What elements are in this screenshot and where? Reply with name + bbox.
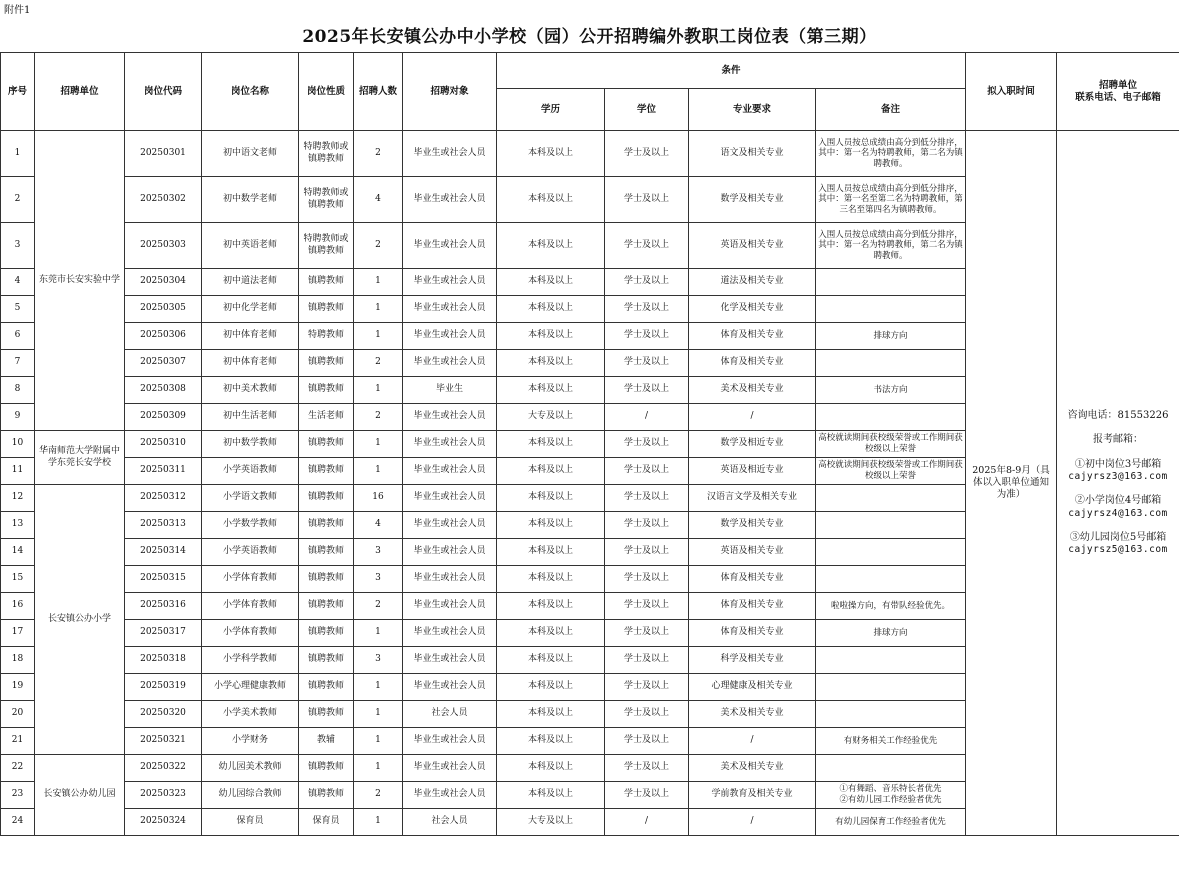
- row-remark: 入围人员按总成绩由高分到低分排序，其中：第一名至第二名为特聘教师，第三名至第四名为镇聘教师。: [816, 177, 966, 223]
- row-degree: 学士及以上: [605, 269, 689, 296]
- row-nature: 镇聘教师: [299, 377, 354, 404]
- row-degree: 学士及以上: [605, 755, 689, 782]
- table-row: [1, 131, 1179, 177]
- row-seq: 10: [1, 431, 35, 458]
- row-code: 20250320: [125, 701, 202, 728]
- header-nature: 岗位性质: [299, 53, 354, 131]
- row-count: 1: [354, 728, 403, 755]
- row-degree: 学士及以上: [605, 566, 689, 593]
- header-name: 岗位名称: [202, 53, 299, 131]
- table-body: [1, 131, 1179, 836]
- email-3-label: ③幼儿园岗位5号邮箱: [1069, 531, 1167, 543]
- row-major: 体育及相关专业: [689, 593, 816, 620]
- row-seq: 21: [1, 728, 35, 755]
- row-education: 本科及以上: [497, 431, 605, 458]
- row-code: 20250309: [125, 404, 202, 431]
- row-position-name: 小学财务: [202, 728, 299, 755]
- row-target: 毕业生或社会人员: [403, 566, 497, 593]
- row-nature: 镇聘教师: [299, 458, 354, 485]
- row-degree: /: [605, 404, 689, 431]
- row-degree: 学士及以上: [605, 131, 689, 177]
- row-education: 本科及以上: [497, 755, 605, 782]
- row-nature: 镇聘教师: [299, 350, 354, 377]
- row-code: 20250318: [125, 647, 202, 674]
- row-education: 本科及以上: [497, 377, 605, 404]
- row-target: 社会人员: [403, 809, 497, 836]
- row-major: 汉语言文学及相关专业: [689, 485, 816, 512]
- row-seq: 18: [1, 647, 35, 674]
- row-nature: 镇聘教师: [299, 512, 354, 539]
- row-degree: 学士及以上: [605, 674, 689, 701]
- row-remark: [816, 296, 966, 323]
- row-seq: 15: [1, 566, 35, 593]
- email-1-label: ①初中岗位3号邮箱: [1074, 458, 1162, 470]
- row-major: 体育及相关专业: [689, 620, 816, 647]
- row-code: 20250312: [125, 485, 202, 512]
- row-count: 4: [354, 177, 403, 223]
- row-code: 20250322: [125, 755, 202, 782]
- row-position-name: 初中数学老师: [202, 177, 299, 223]
- row-major: 英语及相关专业: [689, 539, 816, 566]
- header-major: 专业要求: [689, 89, 816, 131]
- row-nature: 特聘教师或镇聘教师: [299, 223, 354, 269]
- row-position-name: 小学美术教师: [202, 701, 299, 728]
- header-edu: 学历: [497, 89, 605, 131]
- attachment-label: 附件1: [4, 5, 31, 16]
- email-1[interactable]: cajyrsz3@163.com: [1068, 471, 1168, 483]
- row-count: 2: [354, 782, 403, 809]
- recruit-unit: 东莞市长安实验中学: [35, 131, 125, 431]
- row-count: 1: [354, 701, 403, 728]
- row-target: 毕业生或社会人员: [403, 458, 497, 485]
- row-position-name: 初中语文老师: [202, 131, 299, 177]
- row-remark: 入围人员按总成绩由高分到低分排序，其中：第一名为特聘教师，第二名为镇聘教师。: [816, 223, 966, 269]
- row-nature: 镇聘教师: [299, 539, 354, 566]
- row-target: 毕业生或社会人员: [403, 269, 497, 296]
- row-degree: 学士及以上: [605, 223, 689, 269]
- row-count: 4: [354, 512, 403, 539]
- header-contact-line1: 招聘单位: [1099, 79, 1138, 91]
- row-count: 3: [354, 539, 403, 566]
- row-education: 本科及以上: [497, 177, 605, 223]
- row-target: 毕业生或社会人员: [403, 674, 497, 701]
- row-seq: 1: [1, 131, 35, 177]
- recruitment-table: [0, 52, 1179, 836]
- row-nature: 镇聘教师: [299, 566, 354, 593]
- row-major: 英语及相近专业: [689, 458, 816, 485]
- row-count: 16: [354, 485, 403, 512]
- row-major: 数学及相关专业: [689, 177, 816, 223]
- row-code: 20250307: [125, 350, 202, 377]
- header-remark: 备注: [816, 89, 966, 131]
- row-count: 1: [354, 458, 403, 485]
- entry-time: 2025年8-9月（具体以入职单位通知为准）: [966, 131, 1057, 836]
- row-position-name: 初中美术教师: [202, 377, 299, 404]
- row-degree: 学士及以上: [605, 728, 689, 755]
- row-position-name: 幼儿园综合教师: [202, 782, 299, 809]
- row-position-name: 小学心理健康教师: [202, 674, 299, 701]
- row-remark: [816, 647, 966, 674]
- row-target: 毕业生: [403, 377, 497, 404]
- row-seq: 7: [1, 350, 35, 377]
- row-major: 学前教育及相关专业: [689, 782, 816, 809]
- row-count: 1: [354, 620, 403, 647]
- row-seq: 9: [1, 404, 35, 431]
- row-major: 语文及相关专业: [689, 131, 816, 177]
- row-education: 本科及以上: [497, 485, 605, 512]
- row-nature: 镇聘教师: [299, 296, 354, 323]
- row-nature: 镇聘教师: [299, 782, 354, 809]
- recruit-unit: 长安镇公办小学: [35, 485, 125, 755]
- row-count: 1: [354, 269, 403, 296]
- row-position-name: 小学体育教师: [202, 620, 299, 647]
- row-education: 本科及以上: [497, 593, 605, 620]
- row-major: 体育及相关专业: [689, 566, 816, 593]
- row-degree: 学士及以上: [605, 593, 689, 620]
- header-conditions: 条件: [497, 53, 966, 89]
- row-position-name: 小学语文教师: [202, 485, 299, 512]
- row-seq: 24: [1, 809, 35, 836]
- row-degree: 学士及以上: [605, 431, 689, 458]
- row-major: 体育及相关专业: [689, 323, 816, 350]
- row-degree: 学士及以上: [605, 377, 689, 404]
- row-position-name: 初中化学老师: [202, 296, 299, 323]
- row-remark: 高校就读期间获校级荣誉或工作期间获校级以上荣誉: [816, 431, 966, 458]
- row-nature: 生活老师: [299, 404, 354, 431]
- row-code: 20250321: [125, 728, 202, 755]
- row-major: /: [689, 728, 816, 755]
- row-education: 大专及以上: [497, 404, 605, 431]
- row-degree: 学士及以上: [605, 701, 689, 728]
- row-nature: 教辅: [299, 728, 354, 755]
- row-count: 2: [354, 131, 403, 177]
- row-education: 本科及以上: [497, 566, 605, 593]
- row-education: 本科及以上: [497, 296, 605, 323]
- row-remark: 啦啦操方向，有带队经验优先。: [816, 593, 966, 620]
- header-count: 招聘人数: [354, 53, 403, 131]
- row-count: 2: [354, 350, 403, 377]
- row-position-name: 初中道法老师: [202, 269, 299, 296]
- row-remark: [816, 350, 966, 377]
- row-seq: 6: [1, 323, 35, 350]
- row-nature: 镇聘教师: [299, 485, 354, 512]
- row-code: 20250316: [125, 593, 202, 620]
- email-2[interactable]: cajyrsz4@163.com: [1068, 507, 1168, 519]
- row-degree: 学士及以上: [605, 782, 689, 809]
- remark-line: ①有舞蹈、音乐特长者优先: [839, 784, 942, 795]
- contact-email-label: 报考邮箱：: [1093, 434, 1144, 446]
- row-code: 20250319: [125, 674, 202, 701]
- row-nature: 镇聘教师: [299, 269, 354, 296]
- row-count: 1: [354, 296, 403, 323]
- recruit-unit: 华南师范大学附属中学东莞长安学校: [35, 431, 125, 485]
- row-position-name: 小学科学教师: [202, 647, 299, 674]
- row-education: 本科及以上: [497, 701, 605, 728]
- row-seq: 8: [1, 377, 35, 404]
- row-education: 大专及以上: [497, 809, 605, 836]
- row-target: 毕业生或社会人员: [403, 782, 497, 809]
- row-remark: 有财务相关工作经验优先: [816, 728, 966, 755]
- header-unit: 招聘单位: [35, 53, 125, 131]
- row-seq: 23: [1, 782, 35, 809]
- row-target: 毕业生或社会人员: [403, 485, 497, 512]
- row-remark: 排球方向: [816, 323, 966, 350]
- row-code: 20250301: [125, 131, 202, 177]
- row-education: 本科及以上: [497, 539, 605, 566]
- row-target: 毕业生或社会人员: [403, 323, 497, 350]
- row-nature: 特聘教师或镇聘教师: [299, 131, 354, 177]
- row-nature: 保育员: [299, 809, 354, 836]
- row-target: 毕业生或社会人员: [403, 431, 497, 458]
- row-major: 美术及相关专业: [689, 701, 816, 728]
- row-target: 毕业生或社会人员: [403, 296, 497, 323]
- row-position-name: 初中数学教师: [202, 431, 299, 458]
- row-remark: [816, 269, 966, 296]
- row-count: 1: [354, 809, 403, 836]
- email-2-label: ②小学岗位4号邮箱: [1074, 495, 1162, 507]
- row-nature: 特聘教师或镇聘教师: [299, 177, 354, 223]
- row-remark: 入围人员按总成绩由高分到低分排序，其中：第一名为特聘教师，第二名为镇聘教师。: [816, 131, 966, 177]
- row-count: 1: [354, 431, 403, 458]
- row-code: 20250303: [125, 223, 202, 269]
- row-seq: 16: [1, 593, 35, 620]
- row-remark: [816, 485, 966, 512]
- row-seq: 20: [1, 701, 35, 728]
- row-seq: 11: [1, 458, 35, 485]
- row-degree: 学士及以上: [605, 458, 689, 485]
- row-seq: 19: [1, 674, 35, 701]
- row-target: 毕业生或社会人员: [403, 728, 497, 755]
- row-position-name: 小学数学教师: [202, 512, 299, 539]
- row-degree: 学士及以上: [605, 323, 689, 350]
- row-nature: 特聘教师: [299, 323, 354, 350]
- row-remark: [816, 701, 966, 728]
- row-code: 20250310: [125, 431, 202, 458]
- row-major: 美术及相关专业: [689, 755, 816, 782]
- row-remark: [816, 539, 966, 566]
- row-target: 毕业生或社会人员: [403, 404, 497, 431]
- row-education: 本科及以上: [497, 647, 605, 674]
- row-remark: [816, 566, 966, 593]
- row-count: 2: [354, 593, 403, 620]
- row-remark: [816, 782, 966, 809]
- row-count: 1: [354, 755, 403, 782]
- row-position-name: 幼儿园美术教师: [202, 755, 299, 782]
- row-degree: 学士及以上: [605, 512, 689, 539]
- row-major: /: [689, 404, 816, 431]
- row-education: 本科及以上: [497, 350, 605, 377]
- row-code: 20250311: [125, 458, 202, 485]
- row-code: 20250302: [125, 177, 202, 223]
- row-remark: 高校就读期间获校级荣誉或工作期间获校级以上荣誉: [816, 458, 966, 485]
- row-code: 20250323: [125, 782, 202, 809]
- row-code: 20250305: [125, 296, 202, 323]
- row-education: 本科及以上: [497, 269, 605, 296]
- contact-info: [1057, 131, 1179, 836]
- row-education: 本科及以上: [497, 458, 605, 485]
- row-degree: 学士及以上: [605, 485, 689, 512]
- row-seq: 3: [1, 223, 35, 269]
- row-major: 心理健康及相关专业: [689, 674, 816, 701]
- row-remark: 书法方向: [816, 377, 966, 404]
- row-education: 本科及以上: [497, 728, 605, 755]
- row-nature: 镇聘教师: [299, 755, 354, 782]
- remark-line: ②有幼儿园工作经验者优先: [839, 795, 942, 805]
- row-code: 20250317: [125, 620, 202, 647]
- row-degree: 学士及以上: [605, 296, 689, 323]
- row-degree: 学士及以上: [605, 177, 689, 223]
- row-code: 20250304: [125, 269, 202, 296]
- row-target: 毕业生或社会人员: [403, 223, 497, 269]
- row-remark: [816, 512, 966, 539]
- row-seq: 5: [1, 296, 35, 323]
- row-major: 化学及相关专业: [689, 296, 816, 323]
- row-education: 本科及以上: [497, 512, 605, 539]
- row-target: 毕业生或社会人员: [403, 755, 497, 782]
- row-major: 英语及相关专业: [689, 223, 816, 269]
- row-code: 20250315: [125, 566, 202, 593]
- page-title: 2025年长安镇公办中小学校（园）公开招聘编外教职工岗位表（第三期）: [302, 27, 877, 47]
- header-target: 招聘对象: [403, 53, 497, 131]
- row-position-name: 初中生活老师: [202, 404, 299, 431]
- row-major: 美术及相关专业: [689, 377, 816, 404]
- row-target: 社会人员: [403, 701, 497, 728]
- row-seq: 12: [1, 485, 35, 512]
- row-code: 20250308: [125, 377, 202, 404]
- row-nature: 镇聘教师: [299, 647, 354, 674]
- header-contact: [1057, 53, 1179, 131]
- row-count: 2: [354, 404, 403, 431]
- row-remark: [816, 674, 966, 701]
- row-major: 数学及相近专业: [689, 431, 816, 458]
- row-degree: 学士及以上: [605, 647, 689, 674]
- row-position-name: 小学英语教师: [202, 458, 299, 485]
- row-count: 3: [354, 566, 403, 593]
- header-seq: 序号: [1, 53, 35, 131]
- header-degree: 学位: [605, 89, 689, 131]
- row-education: 本科及以上: [497, 323, 605, 350]
- row-major: 科学及相关专业: [689, 647, 816, 674]
- row-nature: 镇聘教师: [299, 674, 354, 701]
- row-seq: 17: [1, 620, 35, 647]
- row-target: 毕业生或社会人员: [403, 620, 497, 647]
- row-position-name: 小学体育教师: [202, 566, 299, 593]
- row-degree: /: [605, 809, 689, 836]
- row-target: 毕业生或社会人员: [403, 350, 497, 377]
- row-count: 2: [354, 223, 403, 269]
- row-nature: 镇聘教师: [299, 431, 354, 458]
- row-target: 毕业生或社会人员: [403, 512, 497, 539]
- row-remark: 有幼儿园保育工作经验者优先: [816, 809, 966, 836]
- row-degree: 学士及以上: [605, 350, 689, 377]
- row-nature: 镇聘教师: [299, 620, 354, 647]
- row-education: 本科及以上: [497, 782, 605, 809]
- row-seq: 4: [1, 269, 35, 296]
- row-nature: 镇聘教师: [299, 701, 354, 728]
- row-remark: [816, 404, 966, 431]
- row-code: 20250313: [125, 512, 202, 539]
- row-count: 1: [354, 323, 403, 350]
- row-degree: 学士及以上: [605, 620, 689, 647]
- row-position-name: 小学英语教师: [202, 539, 299, 566]
- row-major: 道法及相关专业: [689, 269, 816, 296]
- row-target: 毕业生或社会人员: [403, 177, 497, 223]
- row-code: 20250324: [125, 809, 202, 836]
- row-position-name: 初中体育老师: [202, 350, 299, 377]
- row-education: 本科及以上: [497, 620, 605, 647]
- row-seq: 13: [1, 512, 35, 539]
- email-3[interactable]: cajyrsz5@163.com: [1068, 544, 1168, 556]
- row-count: 1: [354, 377, 403, 404]
- row-position-name: 保育员: [202, 809, 299, 836]
- row-education: 本科及以上: [497, 131, 605, 177]
- row-major: /: [689, 809, 816, 836]
- header-contact-line2: 联系电话、电子邮箱: [1075, 91, 1161, 103]
- row-remark: [816, 755, 966, 782]
- row-nature: 镇聘教师: [299, 593, 354, 620]
- header-time: 拟入职时间: [966, 53, 1057, 131]
- row-count: 1: [354, 674, 403, 701]
- row-position-name: 初中体育老师: [202, 323, 299, 350]
- row-education: 本科及以上: [497, 674, 605, 701]
- row-position-name: 初中英语老师: [202, 223, 299, 269]
- row-position-name: 小学体育教师: [202, 593, 299, 620]
- row-remark: 排球方向: [816, 620, 966, 647]
- row-count: 3: [354, 647, 403, 674]
- recruit-unit: 长安镇公办幼儿园: [35, 755, 125, 836]
- row-target: 毕业生或社会人员: [403, 647, 497, 674]
- header-code: 岗位代码: [125, 53, 202, 131]
- row-target: 毕业生或社会人员: [403, 131, 497, 177]
- row-seq: 2: [1, 177, 35, 223]
- row-target: 毕业生或社会人员: [403, 593, 497, 620]
- row-code: 20250314: [125, 539, 202, 566]
- row-major: 体育及相关专业: [689, 350, 816, 377]
- row-target: 毕业生或社会人员: [403, 539, 497, 566]
- row-code: 20250306: [125, 323, 202, 350]
- row-education: 本科及以上: [497, 223, 605, 269]
- row-seq: 14: [1, 539, 35, 566]
- contact-phone: 咨询电话：81553226: [1067, 409, 1169, 421]
- row-degree: 学士及以上: [605, 539, 689, 566]
- row-major: 数学及相关专业: [689, 512, 816, 539]
- row-seq: 22: [1, 755, 35, 782]
